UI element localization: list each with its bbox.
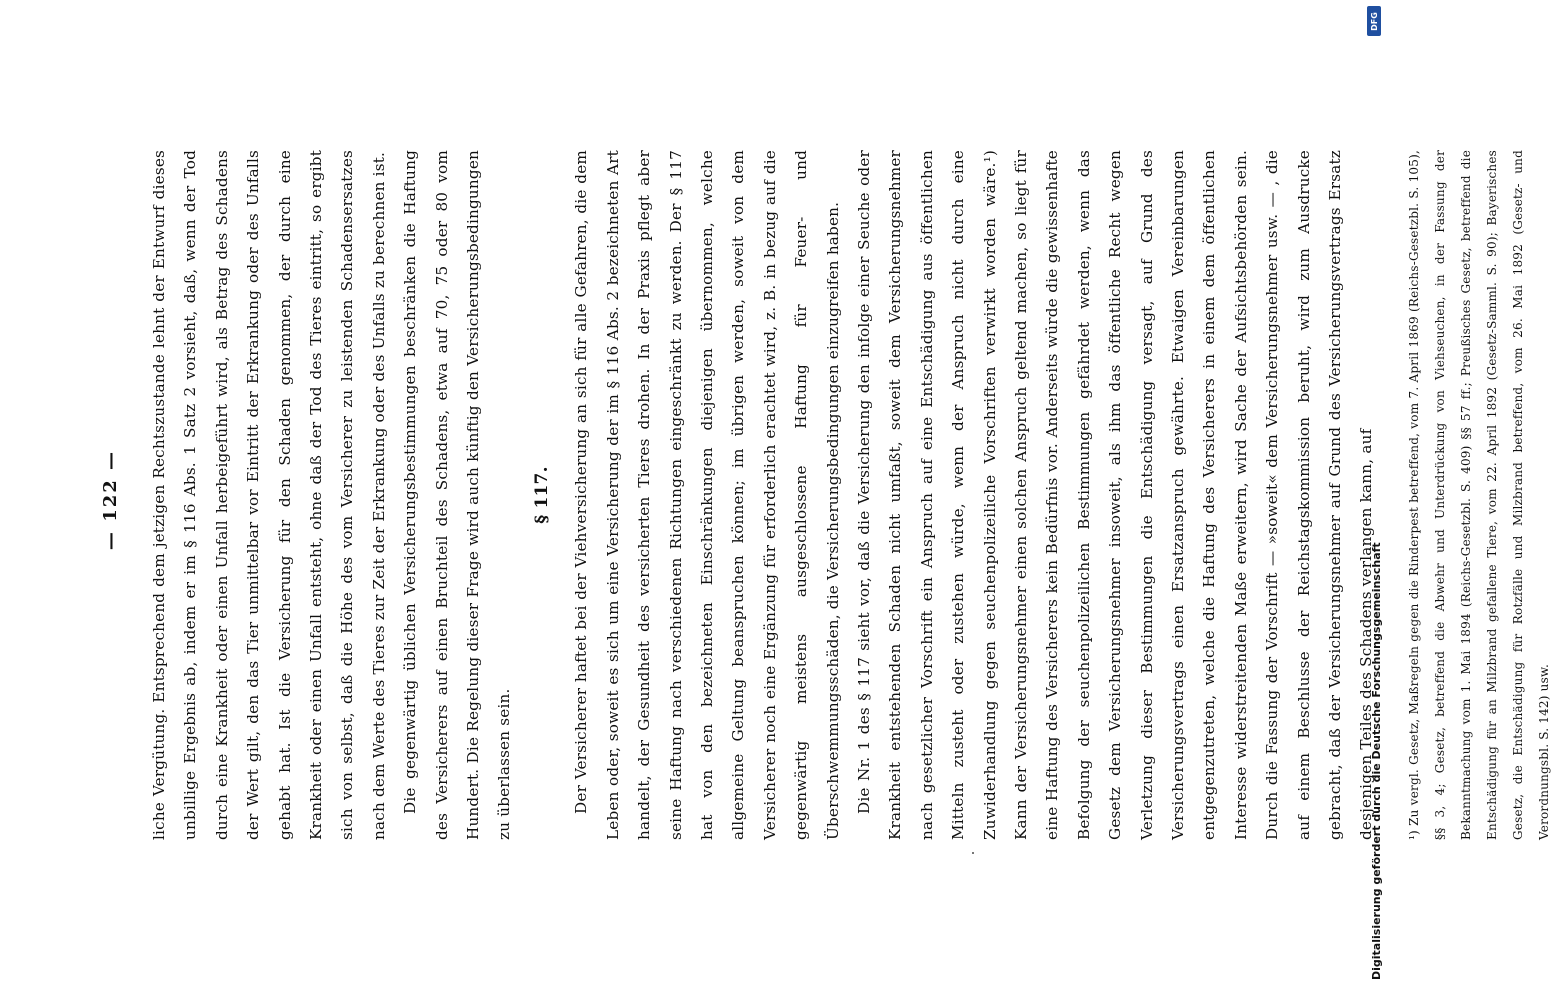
funding-note: Digitalisierung gefördert durch die Deutsche Forschungsgemeinschaft: [1370, 542, 1383, 980]
scan-speck: [972, 852, 974, 854]
paragraph-3: Der Versicherer haftet bei der Viehversicherung an sich für alle Gefahren, die dem Leben oder, soweit es sich um eine Versicherung der im § 116 Abs. 2 bezeichneten Art handelt, der Gesundheit des versicherten Tieres drohen. In der Praxis pflegt aber seine Haftung nach verschiedenen Richtungen eingeschränkt zu werden. Der § 117 hat von den bezeichneten Einschränkungen diejenigen übernommen, welche allgemeine Geltung beanspruchen können; im übrigen werden, soweit von dem Versicherer noch eine Ergänzung für erforderlich erachtet wird, z. B. in bezug auf die gegenwärtig meistens ausgeschlossene Haftung für Feuer- und Überschwemmungsschäden, die Versicherungsbedingungen einzugreifen haben.: [572, 150, 842, 840]
page-number: — 122 —: [100, 449, 121, 551]
dfg-logo: DFG: [1367, 6, 1381, 36]
body-text: [144, 150, 1557, 840]
footnote: ¹) Zu vergl. Gesetz, Maßregeln gegen die Rinderpest betreffend, vom 7. April 1869 (Reichs-Gesetzbl. S. 105), §§ 3, 4; Gesetz, betreffend die Abwehr und Unterdrückung von Viehseuchen, in der Fassung der Bekanntmachung vom 1. Mai 1894 (Reichs-Gesetzbl. S. 409) §§ 57 ff.; Preußisches Gesetz, betreffend die Entschädigung für an Milzbrand gefallene Tiere, vom 22. April 1892 (Gesetz-Samml. S. 90); Bayerisches Gesetz, die Entschädigung für Rotzfälle und Milzbrand betreffend, vom 26. Mai 1892 (Gesetz- und Verordnungsbl. S. 142) usw.: [1406, 150, 1551, 840]
paragraph-1: liche Vergütung. Entsprechend dem jetzigen Rechtszustande lehnt der Entwurf dieses unbillige Ergebnis ab, indem er im § 116 Abs. 1 Satz 2 vorsieht, daß, wenn der Tod durch eine Krankheit oder einen Unfall herbeigeführt wird, als Betrag des Schadens der Wert gilt, den das Tier unmittelbar vor Eintritt der Erkrankung oder des Unfalls gehabt hat. Ist die Versicherung für den Schaden genommen, der durch eine Krankheit oder einen Unfall entsteht, ohne daß der Tod des Tieres eintritt, so ergibt sich von selbst, daß die Höhe des vom Versicherer zu leistenden Schadensersatzes nach dem Werte des Tieres zur Zeit der Erkrankung oder des Unfalls zu berechnen ist.: [150, 150, 388, 840]
section-title: § 117.: [531, 466, 552, 524]
paragraph-4: Die Nr. 1 des § 117 sieht vor, daß die Versicherung den infolge einer Seuche oder Krankheit entstehenden Schaden nicht umfaßt, soweit dem Versicherungsnehmer nach gesetzlicher Vorschrift ein Anspruch auf eine Entschädigung aus öffentlichen Mitteln zusteht oder zustehen würde, wenn der Anspruch nicht durch eine Zuwiderhandlung gegen seuchenpolizeiliche Vorschriften verwirkt worden wäre.¹) Kann der Versicherungsnehmer einen solchen Anspruch geltend machen, so liegt für eine Haftung des Versicherers kein Bedürfnis vor. Anderseits würde die gewissenhafte Befolgung der seuchenpolizeilichen Bestimmungen gefährdet werden, wenn das Gesetz dem Versicherungsnehmer insoweit, als ihm das öffentliche Recht wegen Verletzung dieser Bestimmungen die Entschädigung versagt, auf Grund des Versicherungsvertrags einen Ersatzanspruch gewährte. Etwaigen Vereinbarungen entgegenzutreten, welche die Haftung des Versicherers in einem dem öffentlichen Interesse widerstreitenden Maße erweitern, wird Sache der Aufsichtsbehörden sein. Durch die Fassung der Vorschrift — »soweit« dem Versicherungsnehmer usw. — , die auf einem Beschlusse der Reichstagskommission beruht, wird zum Ausdrucke gebracht, daß der Versicherungsnehmer auf Grund des Versicherungsvertrags Ersatz desjenigen Teiles des Schadens verlangen kann, auf: [854, 150, 1376, 840]
paragraph-2: Die gegenwärtig üblichen Versicherungsbestimmungen beschränken die Haftung des Versicherers auf einen Bruchteil des Schadens, etwa auf 70, 75 oder 80 vom Hundert. Die Regelung dieser Frage wird auch künftig den Versicherungsbedingungen zu überlassen sein.: [401, 150, 514, 840]
